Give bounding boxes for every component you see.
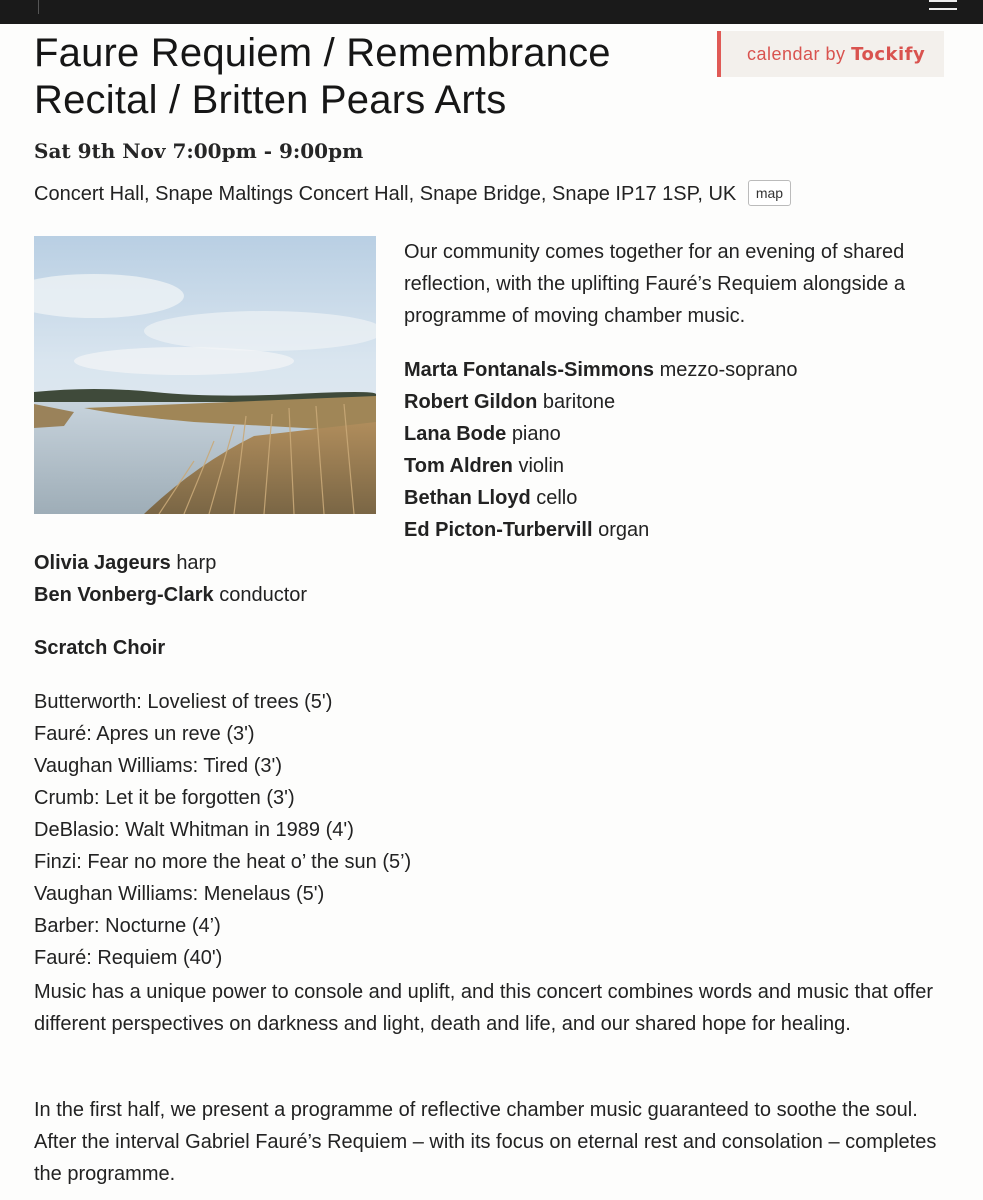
performer-name: Ed Picton-Turbervill [404, 519, 593, 541]
programme-item: Crumb: Let it be forgotten (3') [34, 787, 295, 809]
performer-item [404, 514, 797, 546]
performer-item [404, 418, 797, 450]
performer-role: piano [511, 423, 561, 445]
performer-role: organ [598, 519, 650, 541]
top-bar [0, 0, 983, 24]
performer-name: Robert Gildon [404, 391, 538, 413]
programme-item: Vaughan Williams: Tired (3') [34, 755, 282, 777]
tockify-brand-logo: Tockify [851, 44, 926, 65]
performer-item [404, 450, 797, 482]
performer-name: Marta Fontanals-Simmons [404, 359, 655, 381]
programme-item: Vaughan Williams: Menelaus (5') [34, 883, 325, 905]
performer-item [404, 482, 797, 514]
performer-role: violin [518, 455, 565, 477]
performer-item [404, 354, 797, 386]
performer-item [34, 579, 307, 611]
performer-role: cello [536, 487, 578, 509]
programme-item: Fauré: Apres un reve (3') [34, 723, 255, 745]
hamburger-menu-icon[interactable] [925, 0, 961, 14]
performer-item [404, 386, 797, 418]
top-bar-divider [38, 0, 39, 14]
event-photo [34, 236, 376, 514]
location-text: Concert Hall, Snape Maltings Concert Hall, Snape Bridge, Snape IP17 1SP, UK [34, 183, 737, 205]
performer-role: harp [176, 552, 217, 574]
performer-name: Lana Bode [404, 423, 507, 445]
tockify-prefix: calendar by [747, 44, 846, 64]
event-location [34, 180, 791, 206]
performer-role: mezzo-soprano [659, 359, 798, 381]
programme-list [34, 686, 411, 974]
programme-item: Fauré: Requiem (40') [34, 947, 223, 969]
event-datetime: Sat 9th Nov 7:00pm - 9:00pm [34, 139, 364, 163]
programme-item: Butterworth: Loveliest of trees (5') [34, 691, 333, 713]
performer-role: conductor [219, 584, 308, 606]
description-paragraph: In the first half, we present a programme of reflective chamber music guaranteed to soothe the soul. After the interval Gabriel Fauré’s Requiem – with its focus on eternal rest and consolation – completes the programme. [34, 1099, 937, 1185]
performer-list-left [34, 547, 307, 611]
performer-list-right [404, 354, 797, 546]
performer-item [34, 547, 307, 579]
tockify-calendar-link[interactable] [717, 31, 944, 77]
performer-name: Tom Aldren [404, 455, 513, 477]
performer-name: Ben Vonberg-Clark [34, 584, 214, 606]
performer-role: baritone [542, 391, 616, 413]
programme-item: Barber: Nocturne (4’) [34, 915, 221, 937]
description-paragraph: Music has a unique power to console and uplift, and this concert combines words and music that offer different perspectives on darkness and light, death and life, and our shared hope for healing. [34, 981, 934, 1035]
programme-item: DeBlasio: Walt Whitman in 1989 (4') [34, 819, 354, 841]
event-intro: Our community comes together for an evening of shared reflection, with the uplifting Fauré’s Requiem alongside a programme of moving chamber music. [404, 241, 906, 327]
programme-item: Finzi: Fear no more the heat o’ the sun (5’) [34, 851, 412, 873]
choir-heading: Scratch Choir [34, 637, 166, 659]
event-title: Faure Requiem / Remembrance Recital / Britten Pears Arts [34, 31, 611, 122]
map-button[interactable]: map [748, 180, 791, 206]
performer-name: Olivia Jageurs [34, 552, 171, 574]
performer-name: Bethan Lloyd [404, 487, 531, 509]
